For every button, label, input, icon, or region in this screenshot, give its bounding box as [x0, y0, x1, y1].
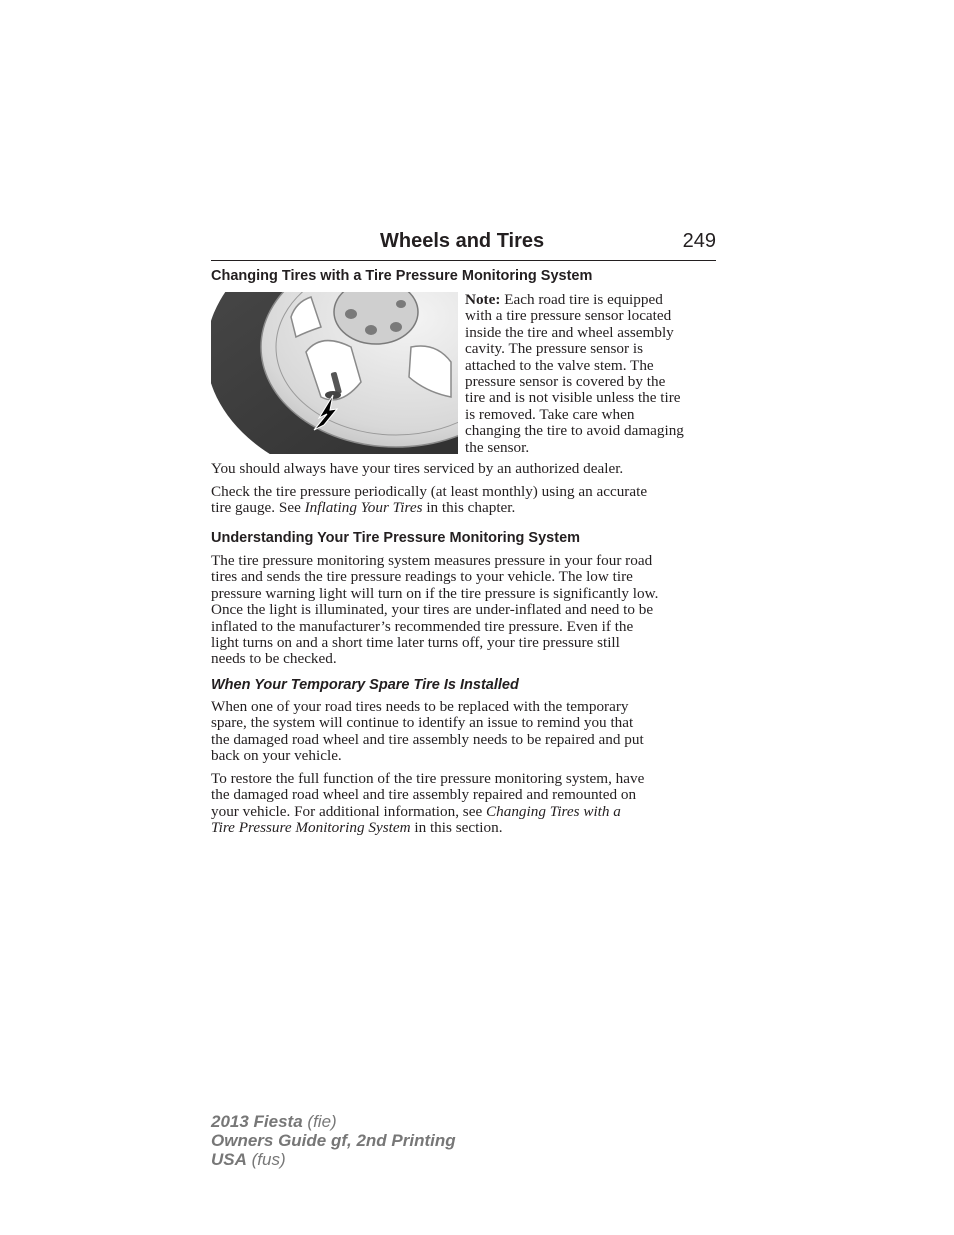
- paragraph-line: tires and sends the tire pressure readings to your vehicle. The low tire: [211, 568, 633, 586]
- note-line: is removed. Take care when: [465, 405, 635, 423]
- changing-tires-reference-part2[interactable]: Tire Pressure Monitoring System: [211, 819, 411, 837]
- tire-illustration: [211, 292, 458, 454]
- paragraph-line: back on your vehicle.: [211, 747, 342, 765]
- paragraph-line: tire gauge. See: [211, 499, 305, 517]
- footer-guide: Owners Guide gf, 2nd Printing: [211, 1131, 456, 1150]
- paragraph-line: Check the tire pressure periodically (at least monthly) using an accurate: [211, 483, 648, 500]
- inflating-tires-reference[interactable]: Inflating Your Tires: [304, 499, 423, 517]
- page-footer: [211, 1112, 456, 1169]
- note-line: inside the tire and wheel assembly: [465, 323, 674, 341]
- paragraph-line: light turns on and a short time later turns off, your tire pressure still: [211, 634, 620, 652]
- section-heading-spare: When Your Temporary Spare Tire Is Installed: [211, 677, 519, 693]
- page-number: 249: [682, 230, 716, 252]
- paragraph-line: the damaged road wheel and tire assembly repaired and remounted on: [211, 786, 637, 804]
- check-pressure-paragraph: [211, 484, 721, 517]
- paragraph-line: in this section.: [410, 819, 503, 837]
- note-label: Note:: [465, 291, 501, 308]
- chapter-title: Wheels and Tires: [380, 230, 545, 252]
- paragraph-line: inflated to the manufacturer’s recommended tire pressure. Even if the: [211, 617, 634, 635]
- dealer-paragraph: You should always have your tires serviced by an authorized dealer.: [211, 460, 624, 477]
- note-line: Each road tire is equipped: [500, 291, 663, 308]
- note-line: attached to the valve stem. The: [465, 356, 654, 374]
- note-line: changing the tire to avoid damaging: [465, 422, 684, 440]
- note-line: pressure sensor is covered by the: [465, 373, 666, 391]
- paragraph-line: your vehicle. For additional information, see: [211, 802, 486, 820]
- paragraph-line: needs to be checked.: [211, 650, 337, 668]
- understanding-paragraph: [211, 553, 726, 668]
- section-heading-understanding: Understanding Your Tire Pressure Monitoring System: [211, 530, 581, 546]
- footer-market-code: (fus): [246, 1150, 286, 1169]
- paragraph-line: the damaged road wheel and tire assembly needs to be repaired and put: [211, 730, 644, 748]
- paragraph-line: in this chapter.: [422, 499, 516, 517]
- note-paragraph: [465, 292, 720, 456]
- paragraph-line: To restore the full function of the tire pressure monitoring system, have: [211, 770, 645, 787]
- changing-tires-reference-part1[interactable]: Changing Tires with a: [486, 802, 621, 820]
- footer-model: 2013 Fiesta: [211, 1112, 303, 1131]
- section-heading-changing: Changing Tires with a Tire Pressure Monitoring System: [211, 268, 593, 284]
- paragraph-line: Once the light is illuminated, your tires are under-inflated and need to be: [211, 601, 654, 619]
- footer-model-code: (fie): [302, 1112, 337, 1131]
- note-line: cavity. The pressure sensor is: [465, 340, 643, 358]
- footer-market: USA: [211, 1150, 247, 1169]
- spare-paragraph-1: [211, 699, 726, 765]
- page-header: [211, 228, 716, 261]
- note-line: tire and is not visible unless the tire: [465, 389, 681, 407]
- paragraph-line: The tire pressure monitoring system measures pressure in your four road: [211, 552, 653, 569]
- note-line: the sensor.: [465, 438, 530, 456]
- paragraph-line: spare, the system will continue to identify an issue to remind you that: [211, 714, 634, 732]
- spare-paragraph-2: [211, 771, 726, 837]
- paragraph-line: pressure warning light will turn on if the tire pressure is significantly low.: [211, 584, 659, 602]
- note-line: with a tire pressure sensor located: [465, 307, 672, 325]
- paragraph-line: When one of your road tires needs to be replaced with the temporary: [211, 698, 629, 715]
